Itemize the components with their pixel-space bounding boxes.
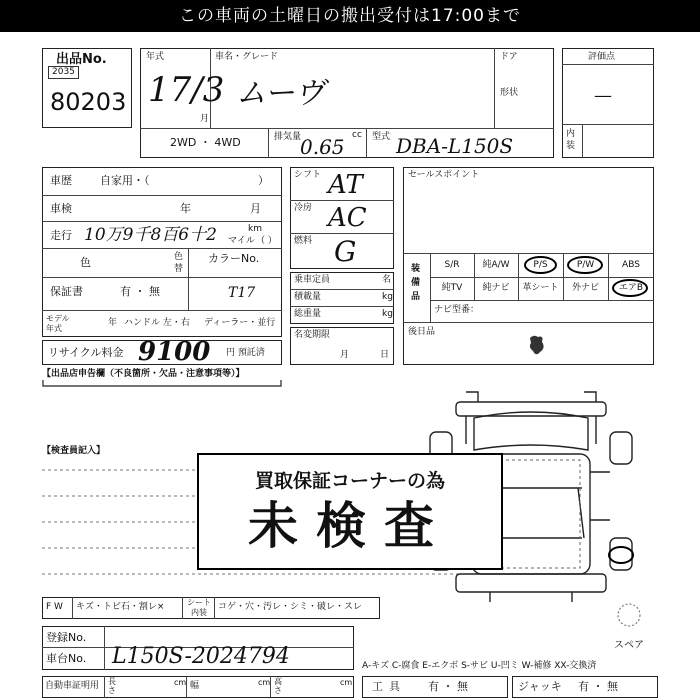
notice-label: 【出品店申告欄（不良箇所・欠品・注意事項等）】 [42,369,245,379]
mileage-value: 10万9千8百6十2 [84,225,217,245]
model-year-label: モデル年式 [46,314,70,333]
cert-width: 幅 [190,681,200,691]
sales-point-label: セールスポイント [408,170,480,180]
circle-pw [567,256,603,274]
damage-legend: A-キズ C-腐食 E-エクボ S-サビ U-凹ミ W-補修 XX-交換済 [362,661,597,671]
stamp-main: 未検査 [248,497,452,555]
load-label: 積載量 [294,292,322,302]
model-label: 型式 [372,132,391,142]
banner: この車両の土曜日の搬出受付は17:00まで [0,0,700,32]
equip-pw: P/W [576,260,595,270]
warranty-label: 保証書 [50,285,83,298]
name-change-month: 月 [340,350,350,360]
registration-label: 登録No. [46,631,87,644]
name-change-label: 名変期限 [294,330,331,340]
recycle-value: 9100 [138,337,211,367]
ink-smudge [526,332,550,358]
fuel-value: G [334,235,357,268]
circle-airbag [612,279,648,297]
equip-ext-navi: 外ナビ [571,283,599,293]
jack-label: ジャッキ [518,680,562,693]
ac-value: AC [328,203,367,233]
model-year-year: 年 [108,318,118,328]
load-unit: kg [382,292,393,302]
model-year-handle: ハンドル 左・右 [124,318,190,328]
history-value: 自家用・（ [100,174,150,187]
score-label: 評価点 [588,52,616,62]
history-label: 車歴 [50,174,72,187]
car-name: ムーヴ [236,76,325,111]
displacement-value: 0.65 [300,135,345,159]
equip-ps: P/S [533,260,548,270]
equip-airbag: エアB [618,283,644,293]
mileage-label: 走行 [50,229,72,242]
capacity-label: 乗車定員 [294,275,331,285]
model-value: DBA-L150S [396,134,514,158]
lot-small-no: 2035 [48,66,79,79]
cert-label: 自動車証明用 [45,681,100,691]
year-unit: 月 [200,114,210,124]
notice-bracket [42,380,282,388]
color-no-value: T17 [228,285,256,301]
spare-label: スペア [614,640,644,651]
equip-navi: 純ナビ [482,283,510,293]
inspector-label: 【検査員記入】 [42,446,106,456]
mileage-km: km [248,224,262,234]
cert-height-cm: cm [340,678,353,687]
spare-tire-icon [616,602,642,628]
car-label: 車名・グレード [215,52,279,62]
mileage-mile: マイル [228,236,255,246]
interior-label: 内装 [566,129,576,151]
displacement-unit: cc [352,130,362,140]
warranty-value: 有 ・ 無 [120,285,160,298]
score-value: — [594,85,612,106]
name-change-day: 日 [380,350,390,360]
recycle-label: リサイクル料金 [48,346,124,359]
cert-width-cm: cm [258,678,271,687]
color-sub: 色替 [174,252,184,274]
seat-items: コゲ・穴・汚レ・シミ・破レ・スレ [218,602,363,612]
capacity-unit: 名 [382,275,392,285]
year-label: 年式 [146,52,165,62]
shape-label: 形状 [500,88,519,98]
chassis-label: 車台No. [46,652,87,665]
year-value: 17/3 [148,70,225,110]
gross-unit: kg [382,309,393,319]
color-no-label: カラーNo. [208,252,260,265]
tools-value: 有 ・ 無 [428,680,468,693]
equip-abs: ABS [622,260,640,270]
circle-ps [524,256,557,274]
fuel-label: 燃料 [294,236,313,246]
ac-label: 冷房 [294,203,313,213]
rear-label: 後日品 [408,327,436,337]
cert-length: 長さ [108,677,116,695]
shift-label: シフト [294,170,322,180]
cert-length-cm: cm [174,678,187,687]
fw-label: F W [46,602,63,612]
nav-model-label: ナビ型番： [434,305,480,315]
color-label: 色 [80,256,91,269]
fw-items: キズ・トビ石・割レ× [76,602,165,612]
inspection-label: 車検 [50,202,72,215]
door-label: ドア [500,52,518,62]
stamp-title: 買取保証コーナーの為 [254,470,445,492]
lot-number: 80203 [50,88,127,116]
displacement-label: 排気量 [274,132,302,142]
equip-sr: S/R [444,260,460,270]
model-year-dealer: ディーラー・並行 [204,318,276,328]
inspection-month: 月 [250,202,261,215]
inspection-year: 年 [180,202,191,215]
drive-type: 2WD ・ 4WD [170,136,241,149]
gross-label: 総重量 [294,309,322,319]
recycle-unit: 円 預託済 [226,348,265,358]
equip-tv: 純TV [441,283,463,293]
equipment-label: 装備品 [411,264,421,302]
mileage-paren: （ ） [256,236,277,246]
lot-label: 出品No. [56,52,107,67]
seat-label: シート内装 [187,598,211,617]
history-close: ） [258,174,269,187]
shift-value: AT [328,170,363,200]
equip-aw: 純A/W [482,260,510,270]
equip-leather: 革シート [522,283,559,293]
chassis-value: L150S-2024794 [112,644,290,669]
jack-value: 有 ・ 無 [578,680,618,693]
tools-label: 工具 [372,680,406,693]
cert-height: 高さ [274,677,282,695]
